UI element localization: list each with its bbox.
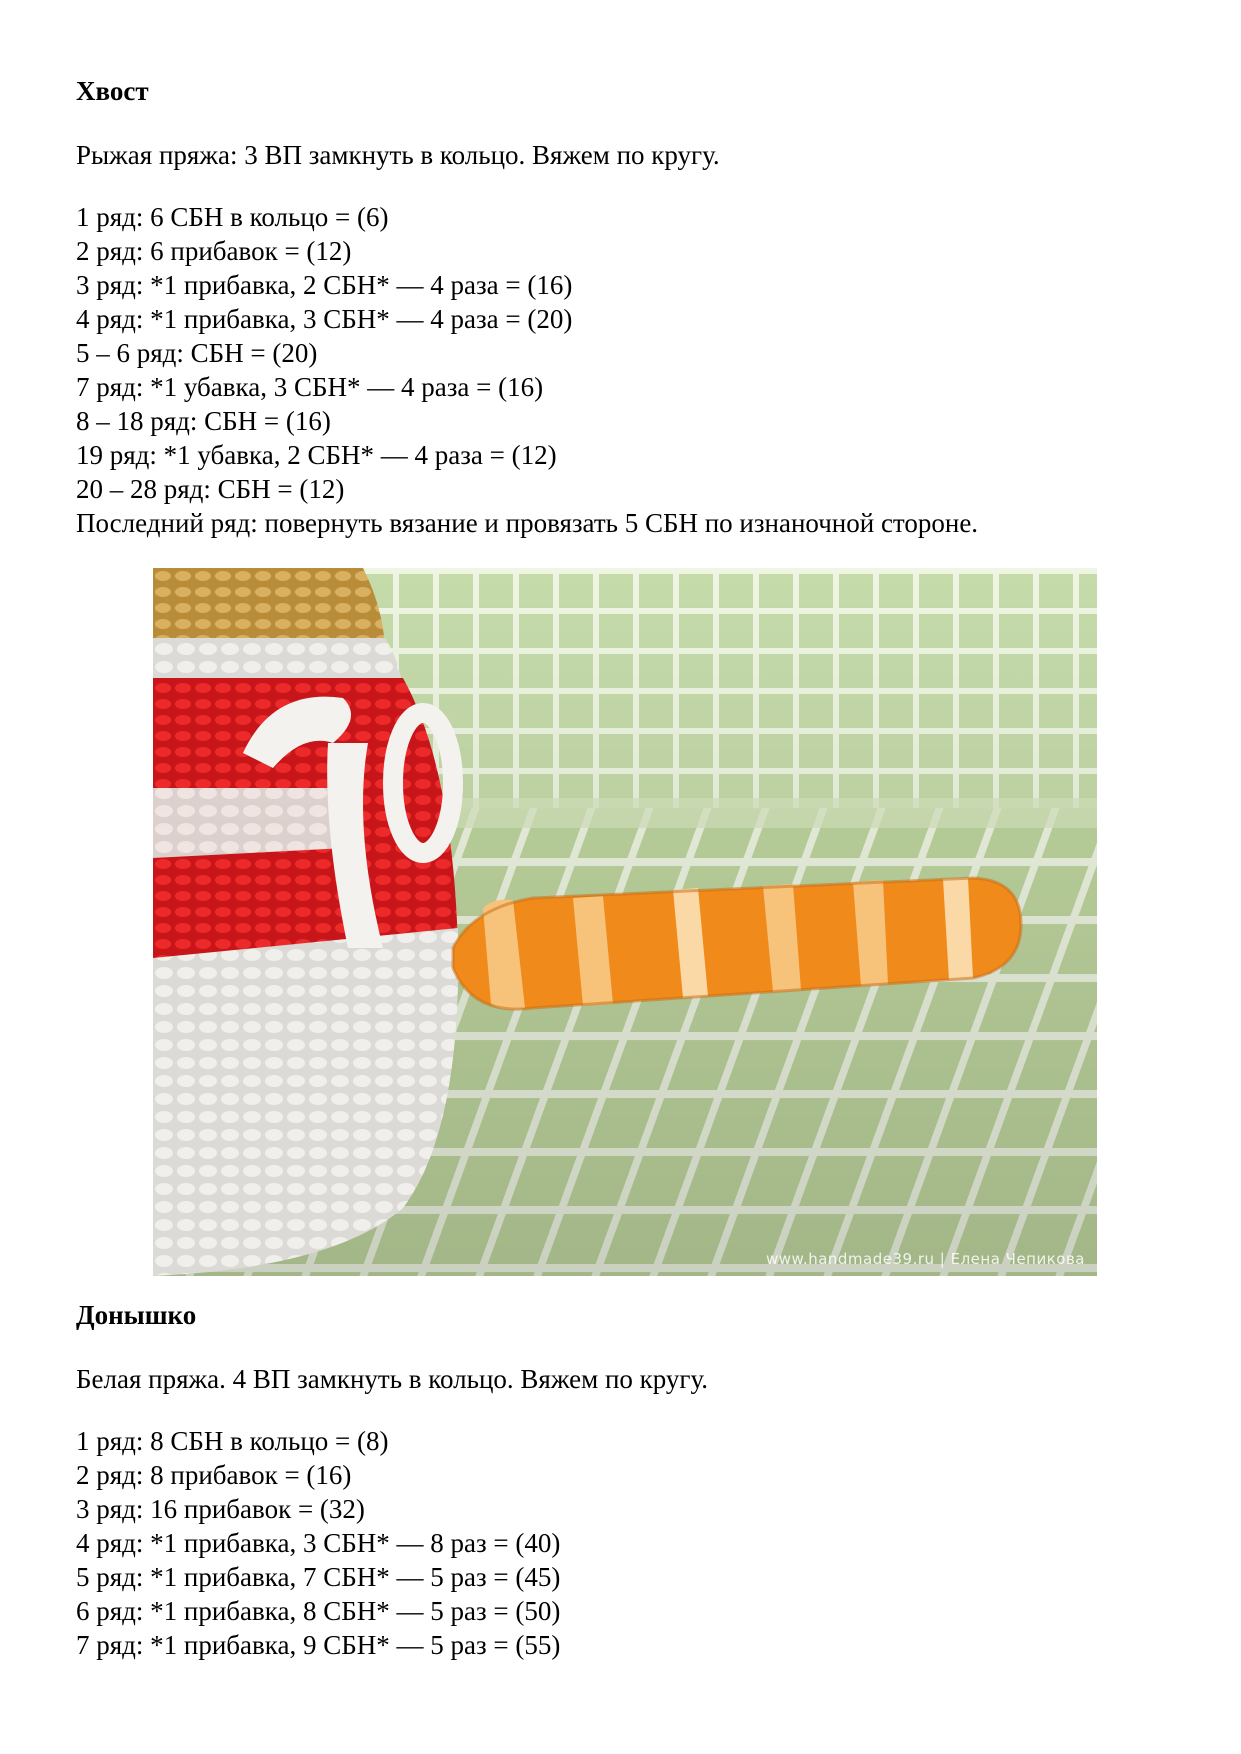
row-item: 6 ряд: *1 прибавка, 8 СБН* — 5 раз = (50) <box>76 1596 561 1626</box>
row-item: 7 ряд: *1 прибавка, 9 СБН* — 5 раз = (55) <box>76 1630 561 1660</box>
row-item: 5 – 6 ряд: СБН = (20) <box>76 338 318 368</box>
section-title-bottom: Донышко <box>76 1300 197 1330</box>
row-item: 3 ряд: *1 прибавка, 2 СБН* — 4 раза = (16) <box>76 270 573 300</box>
row-list-bottom <box>76 1424 560 1662</box>
row-item: 8 – 18 ряд: СБН = (16) <box>76 406 331 436</box>
row-item: 19 ряд: *1 убавка, 2 СБН* — 4 раза = (12) <box>76 440 557 470</box>
section-title-tail: Хвост <box>76 76 149 106</box>
row-item: 4 ряд: *1 прибавка, 3 СБН* — 4 раза = (20) <box>76 304 573 334</box>
row-item: 5 ряд: *1 прибавка, 7 СБН* — 5 раз = (45) <box>76 1562 561 1592</box>
row-item: Последний ряд: повернуть вязание и провязать 5 СБН по изнаночной стороне. <box>76 508 979 538</box>
row-item: 7 ряд: *1 убавка, 3 СБН* — 4 раза = (16) <box>76 372 544 402</box>
row-item: 1 ряд: 6 СБН в кольцо = (6) <box>76 202 389 232</box>
row-item: 2 ряд: 8 прибавок = (16) <box>76 1460 352 1490</box>
row-item: 20 – 28 ряд: СБН = (12) <box>76 474 345 504</box>
row-item: 3 ряд: 16 прибавок = (32) <box>76 1494 365 1524</box>
crochet-tail-photo <box>153 568 1097 1276</box>
photo-watermark: www.handmade39.ru | Елена Чепикова <box>766 1250 1085 1268</box>
row-item: 4 ряд: *1 прибавка, 3 СБН* — 8 раз = (40) <box>76 1528 561 1558</box>
row-item: 2 ряд: 6 прибавок = (12) <box>76 236 352 266</box>
section-intro-tail: Рыжая пряжа: 3 ВП замкнуть в кольцо. Вяжем по кругу. <box>76 140 720 170</box>
row-item: 1 ряд: 8 СБН в кольцо = (8) <box>76 1426 389 1456</box>
row-list-tail <box>76 200 978 540</box>
photo-illustration <box>153 568 1097 1276</box>
section-intro-bottom: Белая пряжа. 4 ВП замкнуть в кольцо. Вяжем по кругу. <box>76 1364 709 1394</box>
